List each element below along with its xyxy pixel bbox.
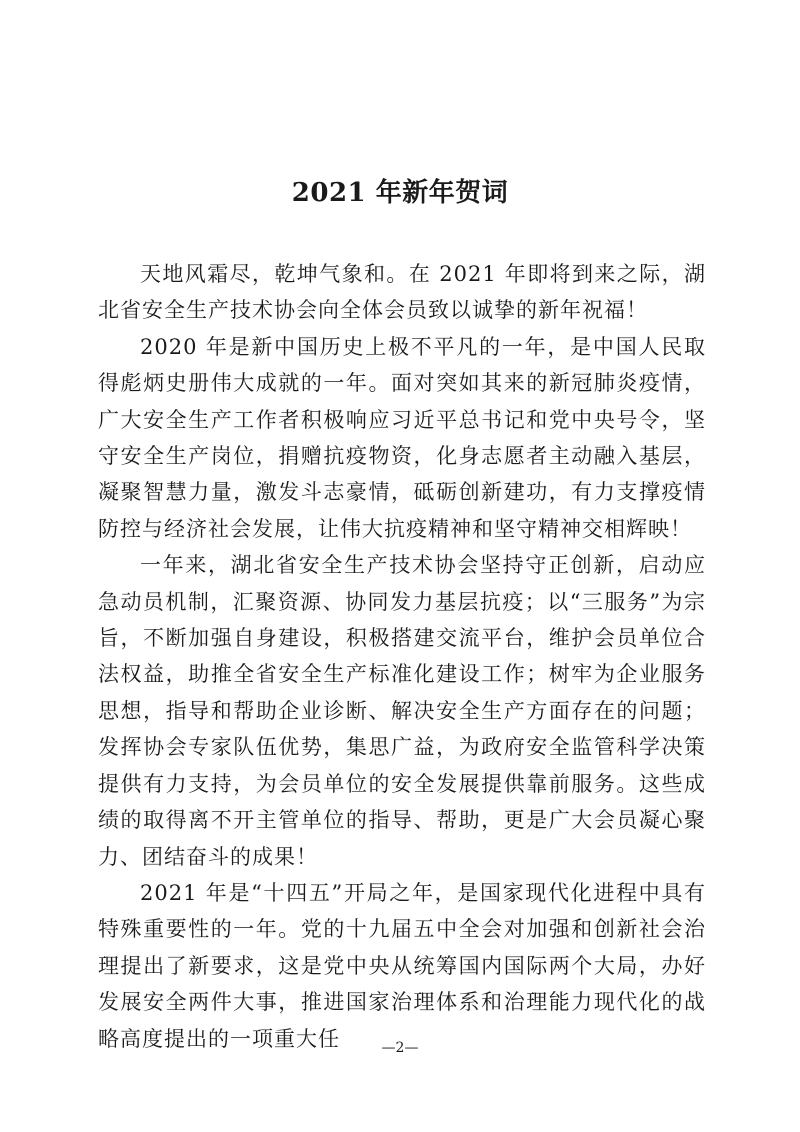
page-number: —2— [381, 1040, 419, 1056]
document-body [98, 256, 706, 1057]
paragraph-2021-outlook: 2021 年是“十四五”开局之年，是国家现代化进程中具有特殊重要性的一年。党的十九届五中全会对加强和创新社会治理提出了新要求，这是党中央从统筹国内国际两个大局，办好发展安全两件大事，推进国家治理体系和治理能力现代化的战略高度提出的一项重大任 [98, 880, 706, 1051]
document-title: 2021 年新年贺词 [291, 178, 509, 208]
paragraph-greeting: 天地风霜尽，乾坤气象和。在 2021 年即将到来之际，湖北省安全生产技术协会向全体会员致以诚挚的新年祝福！ [98, 262, 706, 323]
paragraph-association-work: 一年来，湖北省安全生产技术协会坚持守正创新，启动应急动员机制，汇聚资源、协同发力基层抗疫；以“三服务”为宗旨，不断加强自身建设，积极搭建交流平台，维护会员单位合法权益，助推全省安全生产标准化建设工作；树牢为企业服务思想，指导和帮助企业诊断、解决安全生产方面存在的问题；发挥协会专家队伍优势，集思广益，为政府安全监管科学决策提供有力支持，为会员单位的安全发展提供靠前服务。这些成绩的取得离不开主管单位的指导、帮助，更是广大会员凝心聚力、团结奋斗的成果！ [98, 553, 706, 869]
paragraph-2020-review: 2020 年是新中国历史上极不平凡的一年，是中国人民取得彪炳史册伟大成就的一年。面对突如其来的新冠肺炎疫情，广大安全生产工作者积极响应习近平总书记和党中央号令，坚守安全生产岗位，捐赠抗疫物资，化身志愿者主动融入基层，凝聚智慧力量，激发斗志豪情，砥砺创新建功，有力支撑疫情防控与经济社会发展，让伟大抗疫精神和坚守精神交相辉映！ [98, 334, 706, 541]
